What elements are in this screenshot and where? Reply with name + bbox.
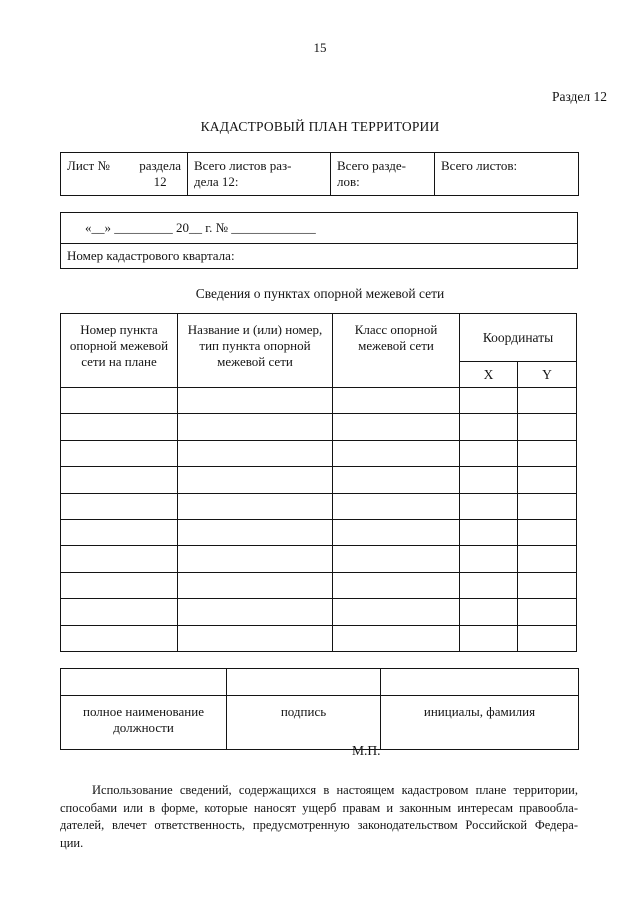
signature-table [60, 668, 579, 750]
table-cell [61, 467, 178, 493]
table-cell [333, 572, 460, 598]
sheet-header-table [60, 152, 579, 196]
table-cell [518, 546, 577, 572]
section-number-value: 12 [153, 174, 167, 189]
table-cell [518, 414, 577, 440]
table-cell [178, 467, 333, 493]
table-cell [178, 388, 333, 414]
header-class-line2: межевой сети [358, 338, 434, 353]
header-class-line1: Класс опорной [354, 322, 438, 337]
table-row [61, 440, 577, 466]
table-cell [460, 546, 518, 572]
stamp-place-label: М.П. [352, 743, 381, 758]
table-cell [460, 467, 518, 493]
section-label: Раздел 12 [551, 89, 607, 104]
section-number-group [139, 158, 181, 190]
table-cell [61, 440, 178, 466]
total-sheets-section-label-line2: дела 12: [194, 174, 239, 189]
header-point-number-line3: сети на плане [81, 354, 157, 369]
table-cell [178, 546, 333, 572]
table-cell [518, 519, 577, 545]
position-blank-cell [61, 669, 227, 696]
table-cell [460, 599, 518, 625]
sheet-number-content [67, 158, 181, 190]
header-class [333, 314, 460, 388]
table-row [61, 414, 577, 440]
header-coordinate-x: X [460, 362, 518, 388]
table-cell [460, 414, 518, 440]
header-point-number-line1: Номер пункта [80, 322, 158, 337]
table-row [61, 493, 577, 519]
table-cell [460, 493, 518, 519]
table-cell [333, 599, 460, 625]
total-sheets-cell [435, 153, 579, 196]
legal-notice-line: Использование сведений, содержащихся в настоящем кадастровом плане территории, [92, 783, 578, 797]
table-cell [333, 414, 460, 440]
quarter-row [61, 244, 578, 269]
survey-points-caption: Сведения о пунктах опорной межевой сети [195, 286, 445, 301]
table-cell [61, 546, 178, 572]
name-label: инициалы, фамилия [381, 696, 579, 750]
total-sheets-section-cell [188, 153, 331, 196]
page-number: 15 [313, 40, 327, 55]
total-sheets-label: Всего листов: [441, 158, 518, 173]
table-cell [333, 519, 460, 545]
legal-notice-line: ции. [60, 836, 84, 851]
table-cell [518, 625, 577, 651]
header-coordinate-y: Y [518, 362, 577, 388]
table-cell [518, 572, 577, 598]
signature-blank-row [61, 669, 579, 696]
name-blank-cell [381, 669, 579, 696]
table-cell [333, 467, 460, 493]
table-cell [518, 599, 577, 625]
table-cell [61, 388, 178, 414]
signature-blank-cell [227, 669, 381, 696]
header-name-type [178, 314, 333, 388]
position-label-line1: полное наименование [83, 704, 204, 719]
table-cell [460, 625, 518, 651]
table-cell [178, 519, 333, 545]
cadastral-quarter-label: Номер кадастрового квартала: [61, 244, 578, 269]
table-cell [61, 599, 178, 625]
header-point-number [61, 314, 178, 388]
position-label-cell [61, 696, 227, 750]
table-cell [518, 388, 577, 414]
table-row [61, 467, 577, 493]
table-cell [61, 493, 178, 519]
date-row [61, 213, 578, 244]
total-sections-label-line2: лов: [337, 174, 360, 189]
table-cell [333, 546, 460, 572]
table-row [61, 572, 577, 598]
table-cell [460, 440, 518, 466]
table-cell [460, 388, 518, 414]
table-cell [518, 440, 577, 466]
page-title: КАДАСТРОВЫЙ ПЛАН ТЕРРИТОРИИ [200, 119, 440, 134]
section-number-label: раздела [139, 158, 181, 173]
table-header-row [61, 314, 577, 362]
table-cell [61, 519, 178, 545]
header-name-type-line2: тип пункта опорной [199, 338, 311, 353]
sheet-number-cell [61, 153, 188, 196]
table-row [61, 388, 577, 414]
table-cell [333, 440, 460, 466]
total-sheets-section-label-line1: Всего листов раз- [194, 158, 292, 173]
table-cell [61, 572, 178, 598]
position-label-line2: должности [113, 720, 174, 735]
table-row [61, 599, 577, 625]
legal-notice [60, 782, 578, 853]
table-cell [61, 625, 178, 651]
header-name-type-line1: Название и (или) номер, [187, 322, 323, 337]
table-cell [333, 625, 460, 651]
table-row [61, 625, 577, 651]
table-cell [460, 519, 518, 545]
date-line: «__» _________ 20__ г. № _____________ [61, 213, 578, 244]
table-cell [178, 493, 333, 519]
survey-points-table [60, 313, 577, 652]
sheet-number-label: Лист № [67, 158, 110, 173]
table-cell [460, 572, 518, 598]
table-row [61, 519, 577, 545]
signature-label: подпись [227, 696, 381, 750]
signature-label-row [61, 696, 579, 750]
date-block-table [60, 212, 578, 269]
legal-notice-line: дателей, влечет ответственность, предусмотренную законодательством Российской Федера- [60, 818, 578, 833]
table-row [61, 546, 577, 572]
table-cell [178, 414, 333, 440]
legal-notice-line: способами или в форме, которые наносят ущерб правам и законным интересам правообла- [60, 800, 578, 815]
table-cell [178, 625, 333, 651]
table-cell [178, 572, 333, 598]
header-name-type-line3: межевой сети [217, 354, 293, 369]
sheet-header-row [61, 153, 579, 196]
table-cell [178, 599, 333, 625]
table-cell [518, 467, 577, 493]
table-cell [178, 440, 333, 466]
header-coordinates: Координаты [460, 314, 577, 362]
total-sections-label-line1: Всего разде- [337, 158, 407, 173]
header-point-number-line2: опорной межевой [69, 338, 169, 353]
total-sections-cell [331, 153, 435, 196]
table-cell [333, 388, 460, 414]
table-cell [61, 414, 178, 440]
table-cell [333, 493, 460, 519]
table-cell [518, 493, 577, 519]
